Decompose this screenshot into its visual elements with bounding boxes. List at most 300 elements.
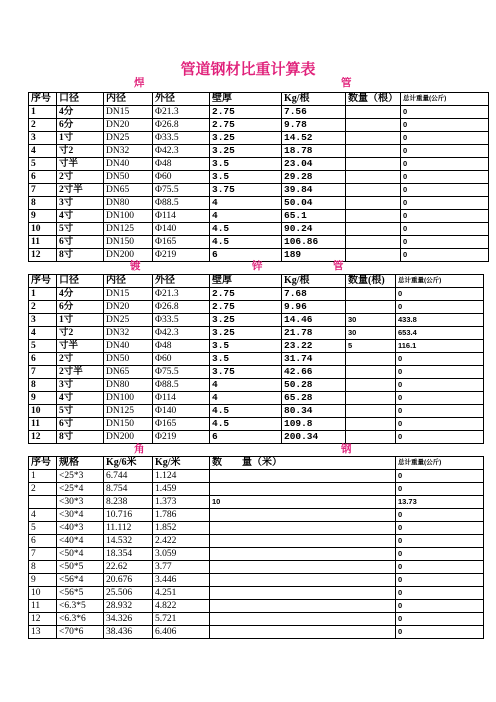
table-cell: 3.446 [153,574,210,587]
table-cell: 11 [29,418,57,431]
table-cell: 6.744 [104,470,153,483]
table-cell: 4 [210,197,282,210]
table-cell: Φ48 [153,340,210,353]
table-cell: 5寸 [57,223,104,236]
table-cell: 3.25 [210,132,282,145]
table-cell: 3.75 [210,184,282,197]
table-cell: 23.22 [282,340,346,353]
table-row [29,353,484,366]
table-cell: <25*4 [57,483,104,496]
table-cell: 寸半 [57,158,104,171]
table-cell: Φ140 [153,223,210,236]
header-cell: 外径 [153,93,210,106]
table-cell: 0 [396,548,484,561]
welded-pipe-table [28,92,489,262]
table-cell: 20.676 [104,574,153,587]
table-cell: 10.716 [104,509,153,522]
table-cell: Φ42.3 [153,327,210,340]
table-cell: DN80 [104,379,153,392]
table-cell: 0 [396,418,484,431]
table-cell: 0 [401,197,489,210]
table-cell: DN50 [104,171,153,184]
table-cell: 38.436 [104,626,153,639]
table-cell: 9 [29,210,57,223]
table-cell [210,522,396,535]
table-row [29,535,484,548]
table-row [29,470,484,483]
table-cell: DN125 [104,223,153,236]
table-cell [210,483,396,496]
table-cell [210,626,396,639]
angle-steel-table [28,456,484,639]
table-cell: 0 [396,613,484,626]
table-row [29,340,484,353]
table-cell: 6分 [57,119,104,132]
table-cell: Φ219 [153,431,210,444]
section-label-angle: 角 [134,443,145,455]
table-cell [210,613,396,626]
table-cell: 9.96 [282,301,346,314]
table-cell: Φ21.3 [153,288,210,301]
table-cell: 433.8 [396,314,484,327]
section-label-weld: 焊 [134,77,145,89]
table-cell: 0 [401,145,489,158]
table-cell: 8.754 [104,483,153,496]
header-cell: 序号 [29,457,57,470]
table-cell: 4分 [57,288,104,301]
table-cell: 2.75 [210,106,282,119]
table-cell: 1.852 [153,522,210,535]
section-label-galv-3: 管 [333,260,344,272]
table-cell: 3 [29,314,57,327]
table-cell: 90.24 [282,223,346,236]
table-cell: 9 [29,392,57,405]
table-cell [346,288,396,301]
table-cell: 1 [29,470,57,483]
table-row [29,223,489,236]
header-cell: 总计重量(公斤) [396,275,484,288]
table-cell: 11 [29,600,57,613]
table-cell: 8 [29,197,57,210]
table-cell: 4 [29,509,57,522]
table-cell: 0 [396,535,484,548]
section-label-galv-1: 镀 [130,260,141,272]
table-cell: 11.112 [104,522,153,535]
table-cell: 12 [29,613,57,626]
table-cell: 4 [210,392,282,405]
table-cell: DN200 [104,431,153,444]
table-cell: Φ26.8 [153,301,210,314]
table-cell: 3.5 [210,353,282,366]
header-cell: 规格 [57,457,104,470]
table-row [29,600,484,613]
table-cell: 6 [29,171,57,184]
table-cell: <50*5 [57,561,104,574]
table-row [29,119,489,132]
table-cell [346,392,396,405]
table-cell: 6寸 [57,236,104,249]
table-cell [346,379,396,392]
table-cell: 28.932 [104,600,153,613]
table-cell: 50.28 [282,379,346,392]
table-cell: 0 [401,119,489,132]
table-cell: Φ165 [153,418,210,431]
table-cell [346,431,396,444]
table-cell: 0 [396,509,484,522]
table-cell: DN32 [104,327,153,340]
table-cell: 10 [29,587,57,600]
table-cell: Φ140 [153,405,210,418]
table-cell: 0 [396,366,484,379]
table-cell: <40*3 [57,522,104,535]
table-cell: 30 [346,327,396,340]
table-cell: Φ42.3 [153,145,210,158]
table-cell: 6 [210,249,282,262]
table-cell: 0 [396,301,484,314]
table-cell: 3.059 [153,548,210,561]
table-cell: 29.28 [282,171,346,184]
table-cell: 50.04 [282,197,346,210]
table-row [29,431,484,444]
table-cell: 0 [401,171,489,184]
table-cell: 30 [346,314,396,327]
table-cell: Φ33.5 [153,314,210,327]
table-cell: 1.373 [153,496,210,509]
table-cell: 3 [29,132,57,145]
table-cell: DN25 [104,132,153,145]
table-row [29,574,484,587]
table-cell: 1 [29,106,57,119]
header-cell: 序号 [29,93,57,106]
table-cell: Φ88.5 [153,197,210,210]
table-cell: <50*4 [57,548,104,561]
table-row [29,314,484,327]
table-row [29,197,489,210]
table-cell: Φ219 [153,249,210,262]
table-cell [346,366,396,379]
table-cell: 9 [29,574,57,587]
table-cell: Φ21.3 [153,106,210,119]
table-cell: 8.238 [104,496,153,509]
table-row [29,145,489,158]
table-cell: 0 [396,561,484,574]
table-cell: 5 [29,340,57,353]
table-cell: Φ114 [153,210,210,223]
table-cell: 0 [396,626,484,639]
header-cell: 总计重量(公斤) [401,93,489,106]
table-cell: 2寸 [57,171,104,184]
table-cell: 2寸 [57,353,104,366]
table-cell: 18.354 [104,548,153,561]
table-cell: 80.34 [282,405,346,418]
table-cell: DN15 [104,288,153,301]
table-cell: 6 [210,431,282,444]
table-cell: 0 [401,210,489,223]
table-cell: <30*3 [57,496,104,509]
table-cell: 21.78 [282,327,346,340]
header-cell: 口径 [57,275,104,288]
table-cell: 9.78 [282,119,346,132]
table-cell: DN50 [104,353,153,366]
table-cell: 0 [396,431,484,444]
table-cell: 4.5 [210,236,282,249]
table-cell: 116.1 [396,340,484,353]
table-row [29,626,484,639]
table-cell [346,249,401,262]
table-cell: 8寸 [57,249,104,262]
header-cell: 数量(根) [346,275,396,288]
table-cell [346,301,396,314]
table-cell [346,184,401,197]
table-cell: 39.84 [282,184,346,197]
table-cell: 0 [401,223,489,236]
table-row [29,548,484,561]
table-cell [346,197,401,210]
table-cell: DN150 [104,418,153,431]
table-cell: Φ26.8 [153,119,210,132]
table-row [29,587,484,600]
header-cell: 数 量（米） [210,457,396,470]
table-cell [346,353,396,366]
table-row [29,158,489,171]
table-cell: 6寸 [57,418,104,431]
table-cell: 65.1 [282,210,346,223]
table-cell: 0 [396,353,484,366]
table-cell: 189 [282,249,346,262]
table-cell: 1.459 [153,483,210,496]
table-cell: 2.75 [210,119,282,132]
table-cell: DN200 [104,249,153,262]
table-cell [210,509,396,522]
header-cell: Kg/6米 [104,457,153,470]
table-cell: 4寸 [57,210,104,223]
table-cell: DN20 [104,301,153,314]
table-cell: 4 [210,210,282,223]
table-cell: DN80 [104,197,153,210]
table-cell: 3.25 [210,327,282,340]
table-cell: 18.78 [282,145,346,158]
table-cell [210,600,396,613]
table-cell [210,548,396,561]
table-cell [29,496,57,509]
table-cell: DN20 [104,119,153,132]
table-cell [346,223,401,236]
table-cell: Φ60 [153,353,210,366]
header-cell: 数量（根） [346,93,401,106]
table-cell: 1.786 [153,509,210,522]
table-cell: 4 [29,145,57,158]
table-row [29,405,484,418]
table-cell: 1 [29,288,57,301]
table-cell: 3.5 [210,158,282,171]
table-cell: <6.3*5 [57,600,104,613]
header-cell: 内径 [104,275,153,288]
table-cell: 8 [29,561,57,574]
table-row [29,288,484,301]
table-cell: 7 [29,366,57,379]
table-cell: DN40 [104,158,153,171]
section-label-pipe: 管 [341,77,352,89]
table-row [29,561,484,574]
table-cell: 0 [401,249,489,262]
table-cell: 3寸 [57,379,104,392]
table-row [29,171,489,184]
table-cell: 寸半 [57,340,104,353]
table-cell: 3.75 [210,366,282,379]
table-cell: Φ165 [153,236,210,249]
table-cell: 2寸半 [57,184,104,197]
header-row [29,93,489,106]
table-cell: 6 [29,353,57,366]
header-cell: 壁厚 [210,93,282,106]
table-cell: 4 [210,379,282,392]
table-cell: 8寸 [57,431,104,444]
table-cell: 2 [29,119,57,132]
table-cell: DN100 [104,392,153,405]
table-cell: 8 [29,379,57,392]
table-cell: 2寸半 [57,366,104,379]
table-cell: 22.62 [104,561,153,574]
table-cell: 4.5 [210,223,282,236]
table-cell: 0 [396,379,484,392]
table-cell: DN65 [104,366,153,379]
table-cell [346,236,401,249]
table-cell: 7.68 [282,288,346,301]
header-cell: 总计重量(公斤) [396,457,484,470]
table-cell: 0 [401,236,489,249]
table-cell: <30*4 [57,509,104,522]
table-cell: 寸2 [57,327,104,340]
table-cell: 31.74 [282,353,346,366]
table-cell [210,561,396,574]
table-cell: 1寸 [57,132,104,145]
table-cell: 0 [396,288,484,301]
table-cell: 4 [29,327,57,340]
table-cell: <25*3 [57,470,104,483]
table-row [29,418,484,431]
table-cell: 6分 [57,301,104,314]
table-cell: Φ75.5 [153,184,210,197]
table-cell: <6.3*6 [57,613,104,626]
table-cell: Φ75.5 [153,366,210,379]
table-cell: DN15 [104,106,153,119]
table-cell: 0 [401,106,489,119]
table-cell [346,106,401,119]
table-row [29,106,489,119]
table-cell: 寸2 [57,145,104,158]
section-label-galv-2: 锌 [252,260,263,272]
table-cell: 10 [210,496,396,509]
table-cell: 14.52 [282,132,346,145]
table-cell: 1寸 [57,314,104,327]
table-row [29,184,489,197]
table-cell: DN65 [104,184,153,197]
header-cell: 内径 [104,93,153,106]
header-cell: Kg/根 [282,93,346,106]
table-cell [346,158,401,171]
table-cell: Φ88.5 [153,379,210,392]
table-cell: 2 [29,483,57,496]
table-row [29,379,484,392]
table-row [29,236,489,249]
table-cell: 0 [401,158,489,171]
table-cell: 5寸 [57,405,104,418]
table-cell [210,574,396,587]
table-cell [210,470,396,483]
table-cell: 5 [29,158,57,171]
table-cell: 3.25 [210,145,282,158]
table-cell: 3寸 [57,197,104,210]
table-cell: 4寸 [57,392,104,405]
table-cell: 7 [29,548,57,561]
header-cell: 外径 [153,275,210,288]
table-row [29,483,484,496]
table-cell [346,171,401,184]
table-cell: 2.75 [210,301,282,314]
table-cell: 0 [396,600,484,613]
table-cell: 1.124 [153,470,210,483]
table-row [29,522,484,535]
table-cell: 3.25 [210,314,282,327]
table-cell: 2.422 [153,535,210,548]
header-cell: Kg/根 [282,275,346,288]
table-cell: 0 [396,522,484,535]
table-cell [210,587,396,600]
table-cell: 106.86 [282,236,346,249]
table-cell [346,210,401,223]
page-title: 管道钢材比重计算表 [180,60,316,78]
table-cell: 4.5 [210,405,282,418]
table-cell: DN32 [104,145,153,158]
header-cell: 序号 [29,275,57,288]
header-cell: Kg/米 [153,457,210,470]
table-cell: <56*4 [57,574,104,587]
table-cell: Φ33.5 [153,132,210,145]
table-cell: 0 [401,132,489,145]
table-row [29,210,489,223]
table-cell: 0 [396,483,484,496]
table-cell: DN150 [104,236,153,249]
header-row [29,457,484,470]
table-cell: 10 [29,223,57,236]
table-row [29,509,484,522]
table-cell: 653.4 [396,327,484,340]
header-cell: 口径 [57,93,104,106]
table-cell [346,145,401,158]
table-cell: 12 [29,431,57,444]
table-cell: 4.5 [210,418,282,431]
table-cell: Φ114 [153,392,210,405]
table-cell: 11 [29,236,57,249]
table-cell [346,405,396,418]
table-row [29,301,484,314]
table-cell: 3.5 [210,340,282,353]
table-cell: 6 [29,535,57,548]
table-cell: DN125 [104,405,153,418]
table-cell: 10 [29,405,57,418]
table-row [29,392,484,405]
table-cell: <56*5 [57,587,104,600]
table-cell: 0 [396,574,484,587]
header-cell: 壁厚 [210,275,282,288]
table-cell: 4.251 [153,587,210,600]
table-cell: 12 [29,249,57,262]
table-cell: 34.326 [104,613,153,626]
table-cell: 2 [29,301,57,314]
table-cell: 5 [29,522,57,535]
table-cell: 0 [401,184,489,197]
table-cell: 6.406 [153,626,210,639]
